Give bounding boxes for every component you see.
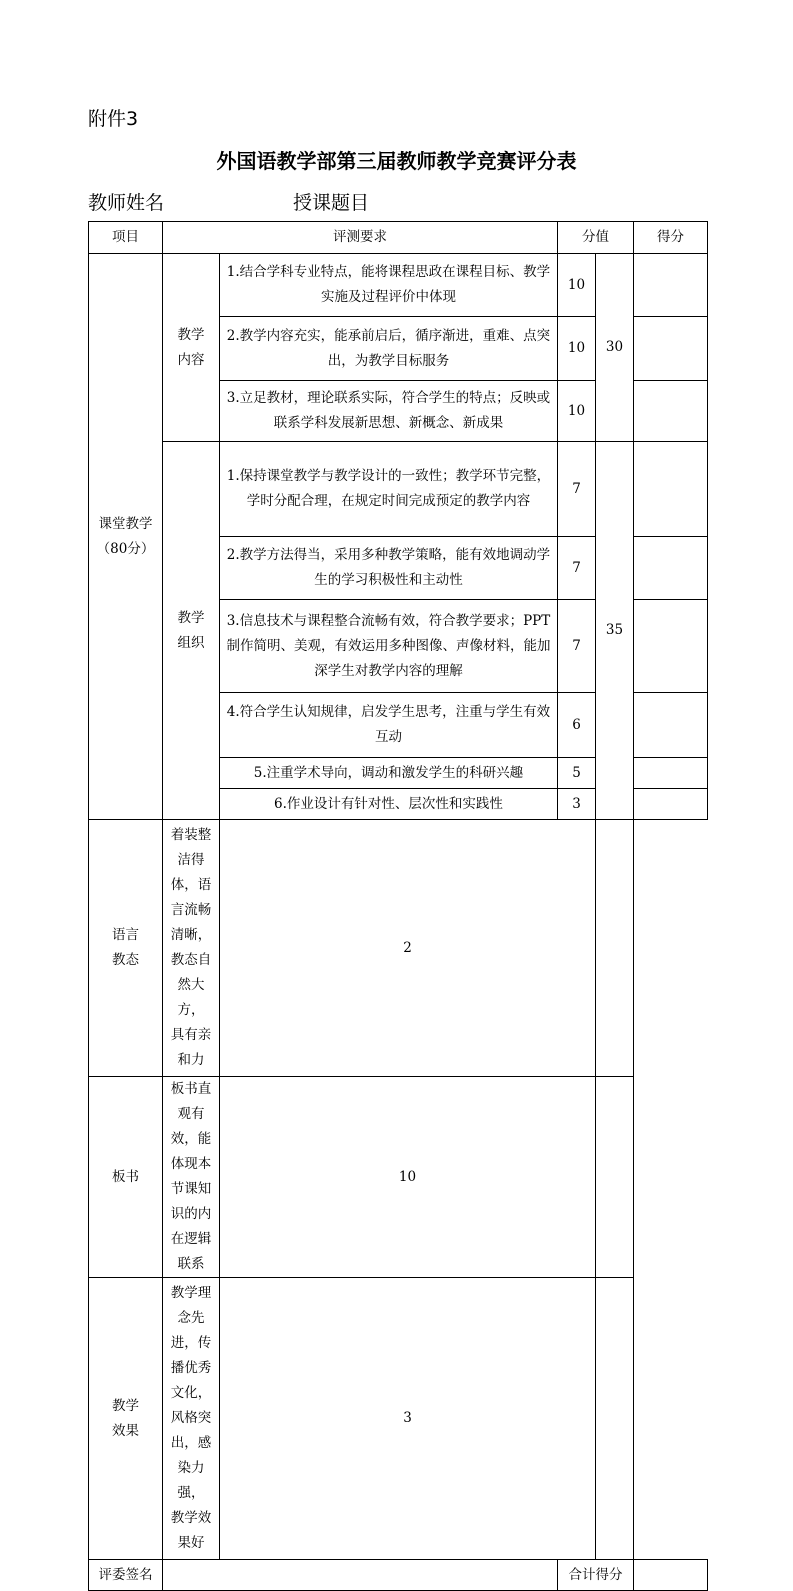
attachment-label: 附件3 [88,108,139,130]
table-row [89,442,708,537]
section-name-line2: 效果 [112,1422,139,1439]
score-cell[interactable] [634,789,708,820]
section-teaching-organization [163,442,220,820]
section-teaching-content [163,254,220,442]
score-cell[interactable] [634,442,708,537]
section-teaching-effect [89,1278,163,1560]
table-row [89,1077,708,1278]
signature-label: 评委签名 [89,1560,163,1591]
points-value: 3 [220,1278,596,1560]
points-value: 5 [558,758,596,789]
total-label: 合计得分 [558,1560,634,1591]
score-cell[interactable] [634,381,708,442]
header-points: 分值 [558,222,634,254]
score-cell[interactable] [634,600,708,693]
requirement-text: 1.保持课堂教学与教学设计的一致性；教学环节完整， 学时分配合理，在规定时间完成预定的教学内容 [220,442,558,537]
section-name-line1: 教学 [112,1397,139,1414]
score-cell[interactable] [634,693,708,758]
section-blackboard: 板书 [89,1077,163,1278]
section-name-line2: 内容 [177,351,205,368]
table-row [89,820,708,1077]
header-requirements: 评测要求 [163,222,558,254]
points-value: 10 [558,254,596,317]
section-subtotal: 35 [596,442,634,820]
requirement-text: 3.立足教材，理论联系实际，符合学生的特点；反映或联系学科发展新思想、新概念、新成果 [220,381,558,442]
requirement-text: 1.结合学科专业特点，能将课程思政在课程目标、教学实施及过程评价中体现 [220,254,558,317]
requirement-text: 2.教学内容充实，能承前启后，循序渐进，重难、点突出，为教学目标服务 [220,317,558,381]
score-cell[interactable] [596,1077,634,1278]
header-score: 得分 [634,222,708,254]
category-cell [89,254,163,820]
table-row [89,1278,708,1560]
requirement-text: 3.信息技术与课程整合流畅有效，符合教学要求；PPT 制作简明、美观，有效运用多种图像、声像材料，能加深学生对教学内容的理解 [220,600,558,693]
points-value: 7 [558,442,596,537]
score-cell[interactable] [596,1278,634,1560]
points-value: 10 [220,1077,596,1278]
points-value: 3 [558,789,596,820]
points-value: 7 [558,600,596,693]
points-value: 10 [558,317,596,381]
points-value: 6 [558,693,596,758]
total-score-cell[interactable] [634,1560,708,1591]
signature-cell[interactable] [163,1560,558,1591]
section-name-line2: 教态 [112,952,139,968]
requirement-text: 教学理念先进，传播优秀文化，风格突出，感染力强， 教学效果好 [163,1278,220,1560]
section-name-line1: 教学 [177,326,205,343]
requirement-text: 2.教学方法得当，采用多种教学策略，能有效地调动学生的学习积极性和主动性 [220,537,558,600]
category-name: 课堂教学 [98,515,153,532]
requirement-text: 5.注重学术导向，调动和激发学生的科研兴趣 [220,758,558,789]
section-subtotal: 30 [596,254,634,442]
requirement-text: 着装整洁得体，语言流畅清晰，教态自然大方， 具有亲和力 [163,820,220,1077]
requirement-text: 6.作业设计有针对性、层次性和实践性 [220,789,558,820]
score-table [88,221,708,1591]
section-name-line1: 语言 [112,927,139,943]
header-item: 项目 [89,222,163,254]
section-language-manner [89,820,163,1077]
header-row [89,222,708,254]
score-cell[interactable] [634,254,708,317]
section-name-line1: 教学 [177,609,205,626]
score-cell[interactable] [596,820,634,1077]
points-value: 10 [558,381,596,442]
footer-row [89,1560,708,1591]
points-value: 7 [558,537,596,600]
points-value: 2 [220,820,596,1077]
score-cell[interactable] [634,758,708,789]
requirement-text: 4.符合学生认知规律，启发学生思考，注重与学生有效互动 [220,693,558,758]
page-title: 外国语教学部第三届教师教学竞赛评分表 [216,149,577,173]
table-row [89,254,708,317]
score-cell[interactable] [634,537,708,600]
requirement-text: 板书直观有效，能体现本节课知识的内在逻辑联系 [163,1077,220,1278]
section-name-line2: 组织 [177,634,205,651]
category-points: （80分） [96,540,155,557]
lesson-topic-label: 授课题目 [293,192,370,214]
score-cell[interactable] [634,317,708,381]
teacher-name-label: 教师姓名 [88,192,165,214]
